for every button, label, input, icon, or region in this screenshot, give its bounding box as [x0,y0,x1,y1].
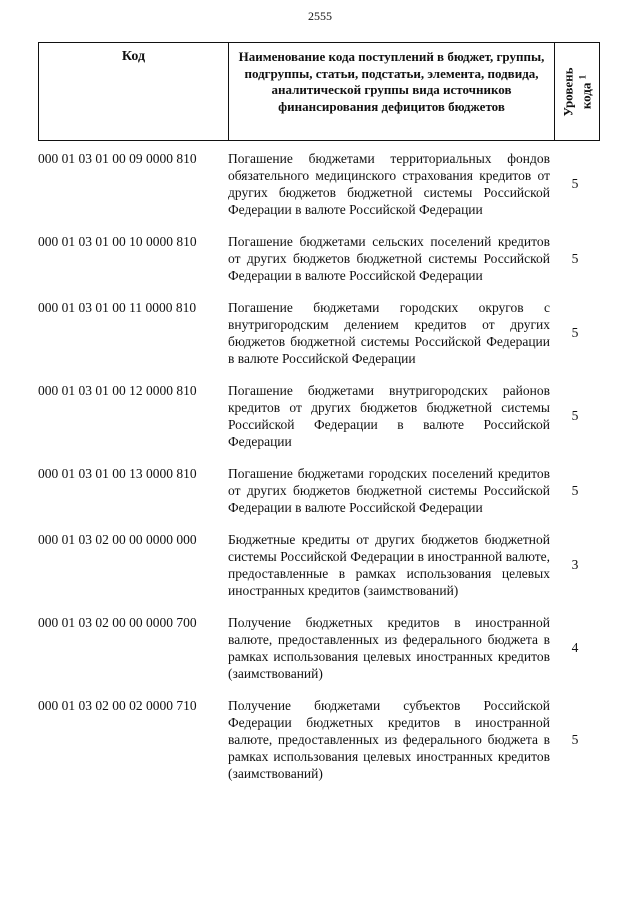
page-number: 2555 [308,9,332,23]
row-code: 000 01 03 01 00 11 0000 810 [38,300,197,315]
header-level-line2: кода [578,82,594,109]
row-name: Погашение бюджетами сельских поселений кредитов от других бюджетов бюджетной системы Российской Федерации в валюте Российской Федерации [228,234,550,283]
row-level: 4 [571,640,579,655]
row-name: Погашение бюджетами территориальных фондов обязательного медицинского страхования кредитов от других бюджетов бюджетной системы Российской Федерации в валюте Российской Федерации [228,151,550,217]
row-level: 5 [571,408,579,423]
row-code: 000 01 03 02 00 00 0000 700 [38,615,197,630]
row-name: Получение бюджетных кредитов в иностранной валюте, предоставленных из федерального бюджета в рамках использования целевых иностранных кредитов (заимствований) [228,615,550,681]
row-name: Погашение бюджетами внутригородских районов кредитов от других бюджетов бюджетной системы Российской Федерации в валюте Российской Федерации [228,383,550,449]
row-level: 5 [571,176,579,191]
table-body [38,150,600,797]
row-name: Бюджетные кредиты от других бюджетов бюджетной системы Российской Федерации в иностранной валюте, предоставленные в рамках использования целевых иностранных кредитов (заимствований) [228,532,550,598]
header-level-line1: Уровень [560,66,576,117]
row-level: 5 [571,482,579,498]
row-code: 000 01 03 02 00 00 0000 000 [38,532,197,547]
row-code: 000 01 03 01 00 09 0000 810 [38,151,197,166]
row-level: 3 [571,557,579,572]
table-row [38,465,600,516]
row-level: 5 [571,731,579,747]
row-name: Погашение бюджетами городских поселений кредитов от других бюджетов бюджетной системы Российской Федерации в валюте Российской Федерации [228,466,550,515]
table-row [38,233,600,284]
row-code: 000 01 03 01 00 10 0000 810 [38,234,197,249]
header-name: Наименование кода поступлений в бюджет, группы, подгруппы, статьи, подстатьи, элемента, подвида, аналитической группы вида источников финансирования дефицитов бюджетов [229,43,555,140]
row-level: 5 [571,250,579,266]
table-row [38,531,600,599]
table-row [38,299,600,367]
row-name: Погашение бюджетами городских округов с внутригородским делением кредитов от других бюджетов бюджетной системы Российской Федерации в валюте Российской Федерации [228,300,550,366]
row-code: 000 01 03 02 00 02 0000 710 [38,698,197,713]
table-row [38,614,600,682]
table-row [38,150,600,218]
table-header [38,42,600,141]
row-code: 000 01 03 01 00 13 0000 810 [38,466,197,481]
header-code: Код [39,43,229,140]
header-level [555,43,599,140]
table-row [38,697,600,782]
row-level: 5 [571,325,579,340]
header-level-text [560,67,593,116]
header-level-footnote: 1 [577,74,588,79]
table-row [38,382,600,450]
row-code: 000 01 03 01 00 12 0000 810 [38,383,197,398]
row-name: Получение бюджетами субъектов Российской Федерации бюджетных кредитов в иностранной валюте, предоставленных из федерального бюджета в рамках использования целевых иностранных кредитов (заимствований) [228,698,550,781]
